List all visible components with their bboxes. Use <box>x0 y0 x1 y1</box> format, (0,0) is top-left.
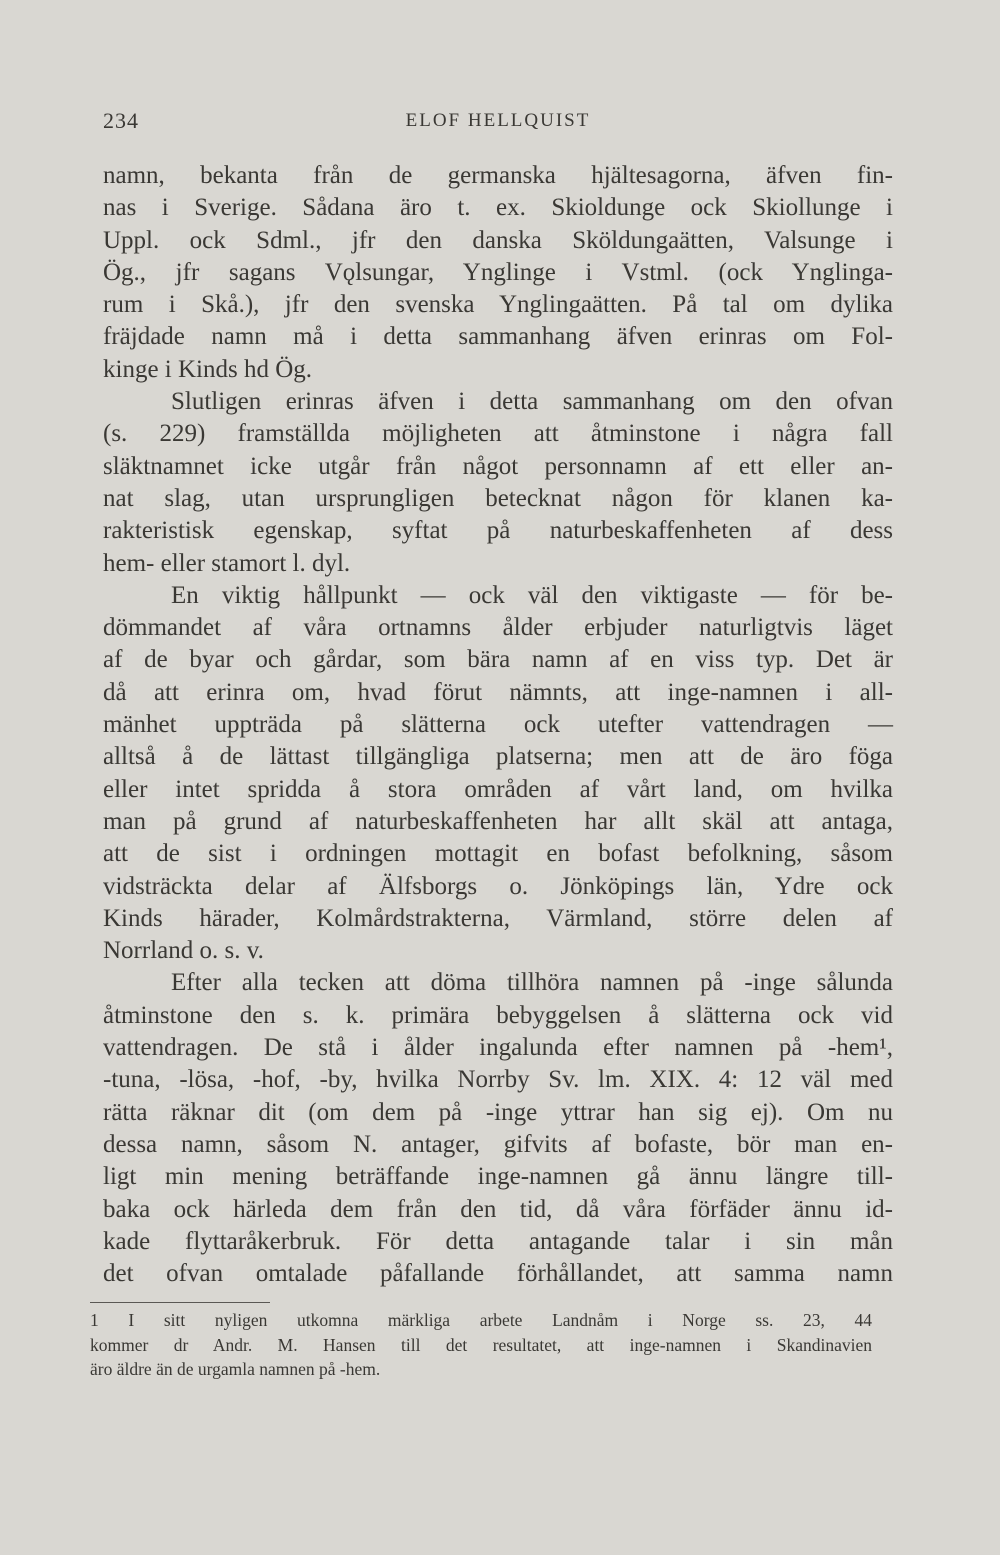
text-line: eller intet spridda å stora områden af vårt land, om hvilka <box>103 775 893 803</box>
text-line: rum i Skå.), jfr den svenska Ynglingaätten. På tal om dylika <box>103 291 893 319</box>
text-line: släktnamnet icke utgår från något personnamn af ett eller an- <box>103 452 893 480</box>
text-line: hem- eller stamort l. dyl. <box>103 549 351 577</box>
page-number: 234 <box>103 108 139 133</box>
text-line: rakteristisk egenskap, syftat på naturbeskaffenheten af dess <box>103 517 893 545</box>
text-line: då att erinra om, hvad förut nämnts, att inge-namnen i all- <box>103 678 893 706</box>
footnotes <box>90 1308 872 1382</box>
text-line: man på grund af naturbeskaffenheten har allt skäl att antaga, <box>103 807 893 835</box>
text-line: nas i Sverige. Sådana äro t. ex. Skioldunge ock Skiollunge i <box>103 194 893 222</box>
text-line: dessa namn, såsom N. antager, gifvits af bofaste, bör man en- <box>103 1130 893 1158</box>
text-line: vattendragen. De stå i ålder ingalunda efter namnen på -hem¹, <box>103 1034 893 1062</box>
text-line: (s. 229) framställda möjligheten att åtminstone i några fall <box>103 420 893 448</box>
text-line: det ofvan omtalade påfallande förhållandet, att samma namn <box>103 1260 893 1288</box>
text-line: Ög., jfr sagans Vǫlsungar, Ynglinge i Vstml. (ock Ynglinga- <box>103 258 893 286</box>
text-line: ligt min mening beträffande inge-namnen gå ännu längre till- <box>103 1163 893 1191</box>
text-line: kinge i Kinds hd Ög. <box>103 355 313 383</box>
footnote-line: äro äldre än de urgamla namnen på -hem. <box>90 1359 381 1379</box>
text-line: Kinds härader, Kolmårdstrakterna, Värmland, större delen af <box>103 904 893 932</box>
text-line: rätta räknar dit (om dem på -inge yttrar han sig ej). Om nu <box>103 1098 893 1126</box>
footnote-line: kommer dr Andr. M. Hansen till det resultatet, att inge-namnen i Skandinavien <box>90 1334 872 1355</box>
text-line: Norrland o. s. v. <box>103 937 264 965</box>
text-line: att de sist i ordningen mottagit en bofast befolkning, såsom <box>103 840 893 868</box>
text-line: mänhet uppträda på slätterna ock utefter vattendragen — <box>103 711 893 739</box>
text-line: af de byar och gårdar, som bära namn af en viss typ. Det är <box>103 646 893 674</box>
text-line: Uppl. ock Sdml., jfr den danska Sköldungaätten, Valsunge i <box>103 226 893 254</box>
footnote-line: 1 I sitt nyligen utkomna märkliga arbete Landnåm i Norge ss. 23, 44 <box>90 1310 872 1330</box>
text-line: kade flyttaråkerbruk. För detta antagande talar i sin mån <box>103 1227 893 1255</box>
text-line: nat slag, utan ursprungligen betecknat någon för klanen ka- <box>103 484 893 512</box>
text-line: Efter alla tecken att döma tillhöra namnen på -inge sålunda <box>171 969 893 997</box>
text-line: Slutligen erinras äfven i detta sammanhang om den ofvan <box>171 388 893 416</box>
text-line: alltså å de lättast tillgängliga platserna; men att de äro föga <box>103 743 893 771</box>
text-line: dömmandet af våra ortnamns ålder erbjuder naturligtvis läget <box>103 614 893 642</box>
page-header <box>103 108 893 142</box>
text-line: namn, bekanta från de germanska hjältesagorna, äfven fin- <box>103 162 893 189</box>
text-line: vidsträckta delar af Älfsborgs o. Jönköpings län, Ydre ock <box>103 872 893 900</box>
text-line: En viktig hållpunkt — ock väl den viktigaste — för be- <box>171 581 893 609</box>
body-text <box>103 160 893 1290</box>
text-line: åtminstone den s. k. primära bebyggelsen å slätterna ock vid <box>103 1001 893 1029</box>
text-line: -tuna, -lösa, -hof, -by, hvilka Norrby Sv. lm. XIX. 4: 12 väl med <box>103 1066 893 1094</box>
text-line: baka ock härleda dem från den tid, då våra förfäder ännu id- <box>103 1195 893 1223</box>
text-line: fräjdade namn må i detta sammanhang äfven erinras om Fol- <box>103 323 893 351</box>
footnote-rule <box>90 1302 270 1303</box>
running-head: ELOF HELLQUIST <box>405 110 591 131</box>
